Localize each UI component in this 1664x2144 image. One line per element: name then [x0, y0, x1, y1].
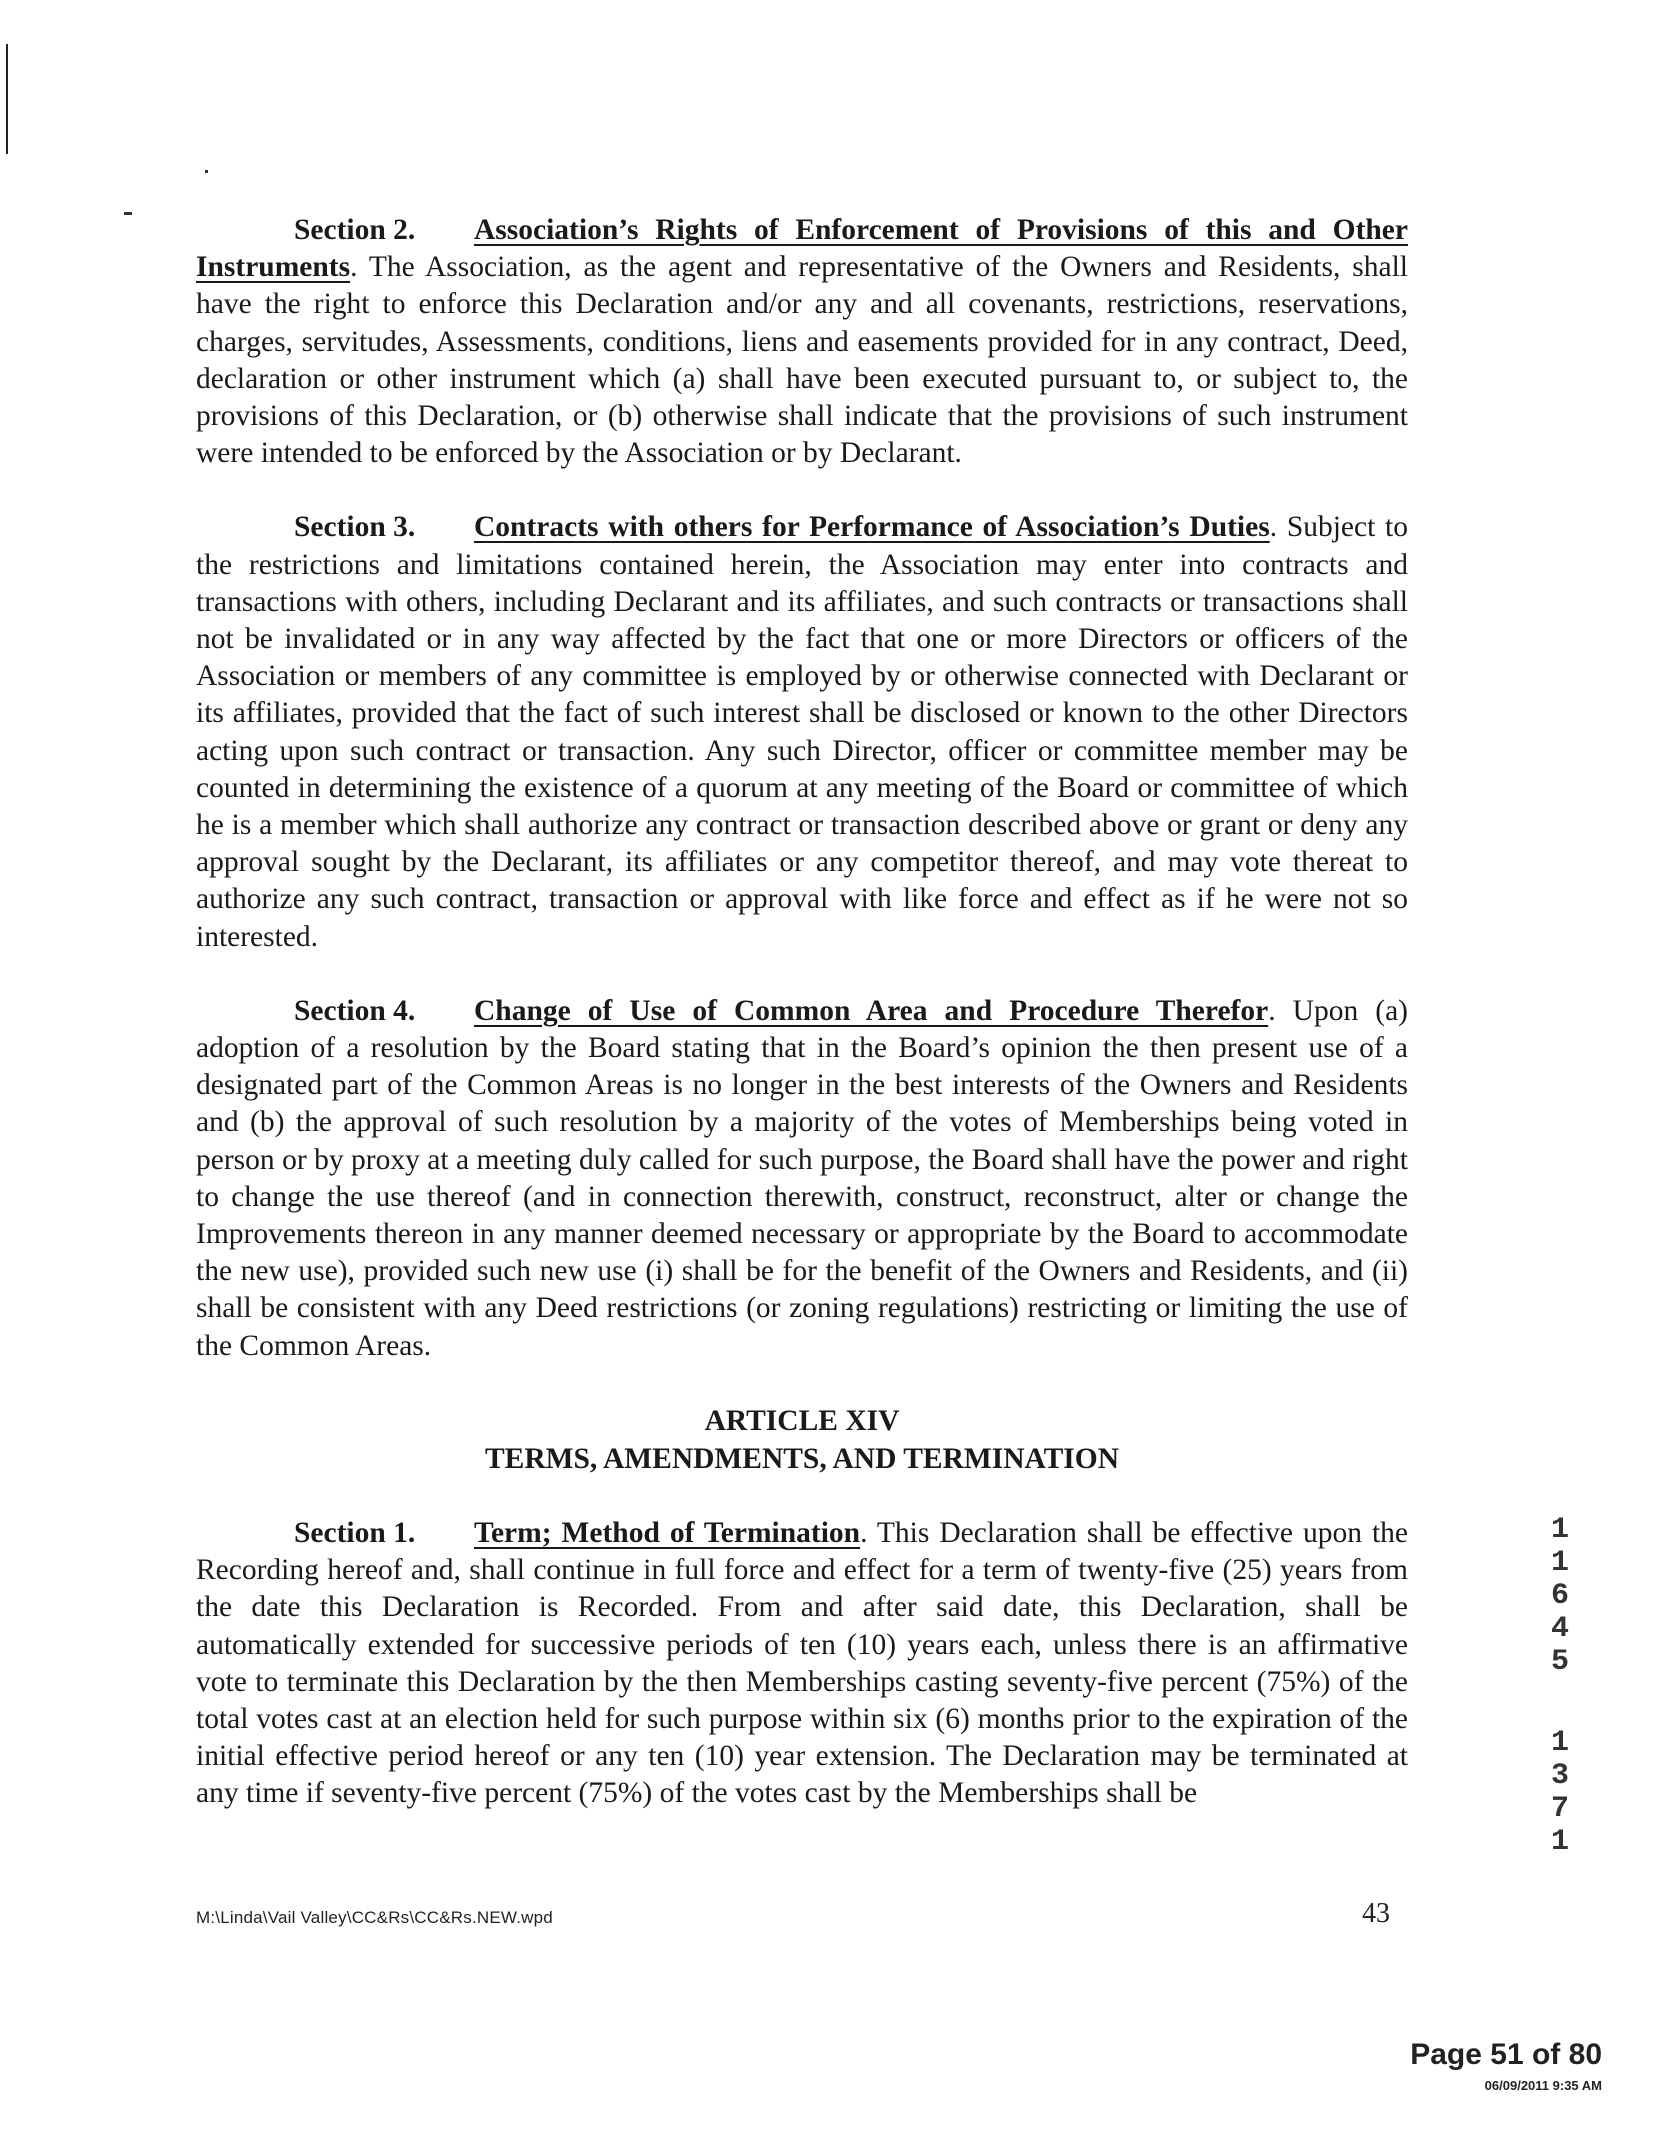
stamp-digit: 1 [1550, 1726, 1569, 1760]
stamp-digit: 7 [1550, 1792, 1569, 1826]
recorder-stamp [1540, 1514, 1580, 1907]
section-label: Section 3. [294, 511, 416, 544]
scan-speck [205, 170, 208, 173]
section-title: Term; Method of Termination [474, 1516, 861, 1549]
section-2 [196, 212, 1408, 472]
footer-page-number: 43 [1362, 1898, 1390, 1929]
recorder-stamp-group-a [1540, 1514, 1580, 1679]
section-body: . The Association, as the agent and representative of the Owners and Residents, shall have the right to enforce this Declaration and/or any and all covenants, restrictions, reservations, charges, servitudes, Assessments, conditions, liens and easements provided for in any contract, Deed, declaration or other instrument which (a) shall have been executed pursuant to, or subject to, the provisions of this Declaration, or (b) otherwise shall indicate that the provisions of such instrument were intended to be enforced by the Association or by Declarant. [196, 251, 1408, 470]
stamp-digit: 1 [1550, 1513, 1569, 1547]
section-label: Section 2. [294, 214, 416, 246]
recorder-timestamp: 06/09/2011 9:35 AM [1484, 2078, 1602, 2093]
section-label: Section 4. [294, 994, 416, 1027]
scan-edge-mark [6, 44, 8, 154]
stamp-digit: 6 [1550, 1579, 1569, 1613]
article-section-1 [196, 1515, 1408, 1813]
document-body [196, 212, 1408, 1850]
recorder-stamp-group-b [1540, 1727, 1580, 1859]
recorder-page-count: Page 51 of 80 [1410, 2038, 1602, 2071]
section-body: . Subject to the restrictions and limitations contained herein, the Association may enter into contracts and transactions with others, including Declarant and its affiliates, and such contracts or transactions shall not be invalidated or in any way affected by the fact that one or more Directors or officers of the Association or members of any committee is employed by or otherwise connected with Declarant or its affiliates, provided that the fact of such interest shall be disclosed or known to the other Directors acting upon such contract or transaction. Any such Director, officer or committee member may be counted in determining the existence of a quorum at any meeting of the Board or committee of which he is a member which shall authorize any contract or transaction described above or grant or deny any approval sought by the Declarant, its affiliates or any competitor thereof, and may vote thereat to authorize any such contract, transaction or approval with like force and effect as if he were not so interested. [196, 511, 1408, 953]
section-title: Change of Use of Common Area and Procedure Therefor [474, 994, 1269, 1027]
article-title: TERMS, AMENDMENTS, AND TERMINATION [484, 1442, 1120, 1475]
stamp-digit: 5 [1550, 1645, 1569, 1679]
section-3 [196, 509, 1408, 955]
section-body: . This Declaration shall be effective upon the Recording hereof and, shall continue in full force and effect for a term of twenty-five (25) years from the date this Declaration is Recorded. From and after said date, this Declaration, shall be automatically extended for successive periods of ten (10) years each, unless there is an affirmative vote to terminate this Declaration by the then Memberships casting seventy-five percent (75%) of the total votes cast at an election held for such purpose within six (6) months prior to the expiration of the initial effective period hereof or any ten (10) year extension. The Declaration may be terminated at any time if seventy-five percent (75%) of the votes cast by the Memberships shall be [196, 1516, 1408, 1810]
article-heading [196, 1402, 1408, 1478]
stamp-digit: 4 [1550, 1612, 1569, 1646]
scan-speck [124, 212, 132, 215]
stamp-digit: 1 [1550, 1825, 1569, 1859]
footer-file-path: M:\Linda\Vail Valley\CC&Rs\CC&Rs.NEW.wpd [196, 1908, 553, 1927]
section-label: Section 1. [294, 1516, 416, 1549]
section-4 [196, 993, 1408, 1365]
section-title: Contracts with others for Performance of Association’s Duties [474, 511, 1270, 544]
section-body: . Upon (a) adoption of a resolution by the Board stating that in the Board’s opinion the then present use of a designated part of the Common Areas is no longer in the best interests of the Owners and Residents and (b) the approval of such resolution by a majority of the votes of Memberships being voted in person or by proxy at a meeting duly called for such purpose, the Board shall have the power and right to change the use thereof (and in connection therewith, construct, reconstruct, alter or change the Improvements thereon in any manner deemed necessary or appropriate by the Board to accommodate the new use), provided such new use (i) shall be for the benefit of the Owners and Residents, and (ii) shall be consistent with any Deed restrictions (or zoning regulations) restricting or limiting the use of the Common Areas. [196, 994, 1409, 1362]
stamp-digit: 3 [1550, 1759, 1569, 1793]
section-title: Association’s Rights of Enforcement of Provisions of this and Other Instruments [196, 214, 1408, 284]
stamp-digit: 1 [1550, 1546, 1569, 1580]
article-number: ARTICLE XIV [704, 1404, 900, 1437]
